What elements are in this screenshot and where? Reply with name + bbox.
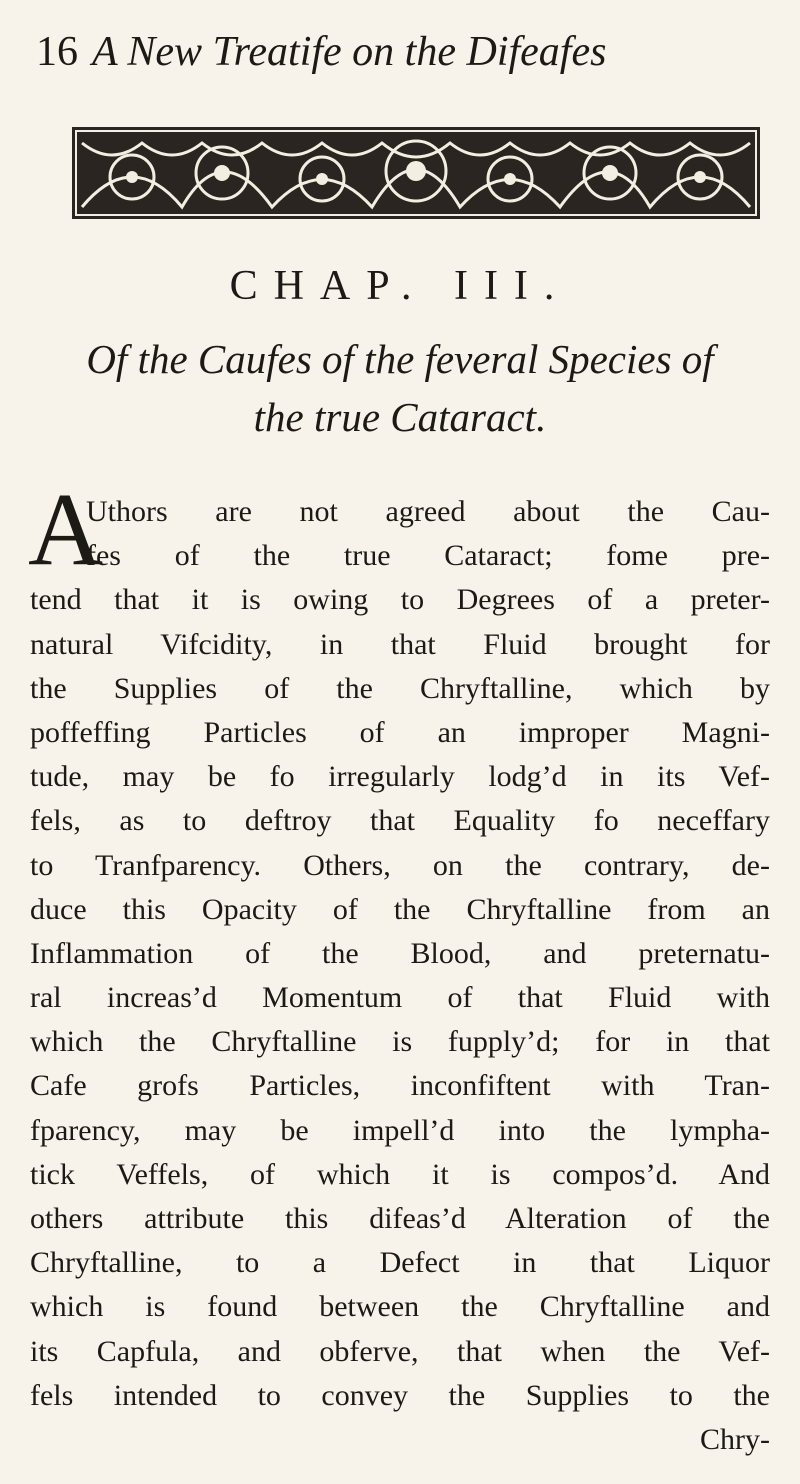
running-head	[36, 22, 776, 82]
catchword: Chry-	[700, 1422, 770, 1456]
text-line: fels, as to deftroy that Equality fo neceffary	[30, 804, 770, 838]
text-line: fes of the true Cataract; fome pre-	[86, 539, 770, 573]
chapter-title-line-1: Of the Caufes of the feveral Species of	[86, 336, 714, 382]
text-line: which the Chryftalline is fupply’d; for in that	[30, 1025, 770, 1059]
text-line: to Tranfparency. Others, on the contrary, de-	[30, 848, 770, 882]
text-line: tend that it is owing to Degrees of a preter-	[30, 583, 770, 617]
text-line: Cafe grofs Particles, inconfiftent with Tran-	[30, 1069, 770, 1103]
text-line: tick Veffels, of which it is compos’d. And	[30, 1157, 770, 1191]
text-line: the Supplies of the Chryftalline, which by	[30, 671, 770, 705]
text-line: Inflammation of the Blood, and preternatu-	[30, 936, 770, 970]
chapter-title-line-2: the true Cataract.	[253, 394, 547, 440]
text-line: natural Vifcidity, in that Fluid brought for	[30, 627, 770, 661]
text-line: others attribute this difeas’d Alteration of the	[30, 1202, 770, 1235]
text-line: duce this Opacity of the Chryftalline from an	[30, 892, 770, 926]
text-line: its Capfula, and obferve, that when the Vef-	[30, 1334, 770, 1368]
body-text	[30, 490, 770, 1462]
running-title: A New Treatife on the Difeafes	[92, 29, 607, 75]
page-number: 16	[36, 29, 78, 75]
text-line: Chryftalline, to a Defect in that Liquor	[30, 1246, 770, 1280]
text-line: fels intended to convey the Supplies to the	[30, 1378, 770, 1412]
text-line: Uthors are not agreed about the Cau-	[86, 495, 770, 528]
text-line: poffeffing Particles of an improper Magni-	[30, 715, 770, 749]
text-line: fparency, may be impell’d into the lympha-	[30, 1113, 770, 1147]
text-line: ral increas’d Momentum of that Fluid with	[30, 981, 770, 1015]
ornamental-headpiece	[72, 127, 760, 219]
text-line: tude, may be fo irregularly lodg’d in its Vef-	[30, 760, 770, 794]
drop-cap: A	[28, 472, 104, 587]
chapter-title	[40, 330, 760, 446]
chapter-number: CHAP. III.	[229, 263, 571, 309]
text-line: which is found between the Chryftalline and	[30, 1290, 770, 1324]
